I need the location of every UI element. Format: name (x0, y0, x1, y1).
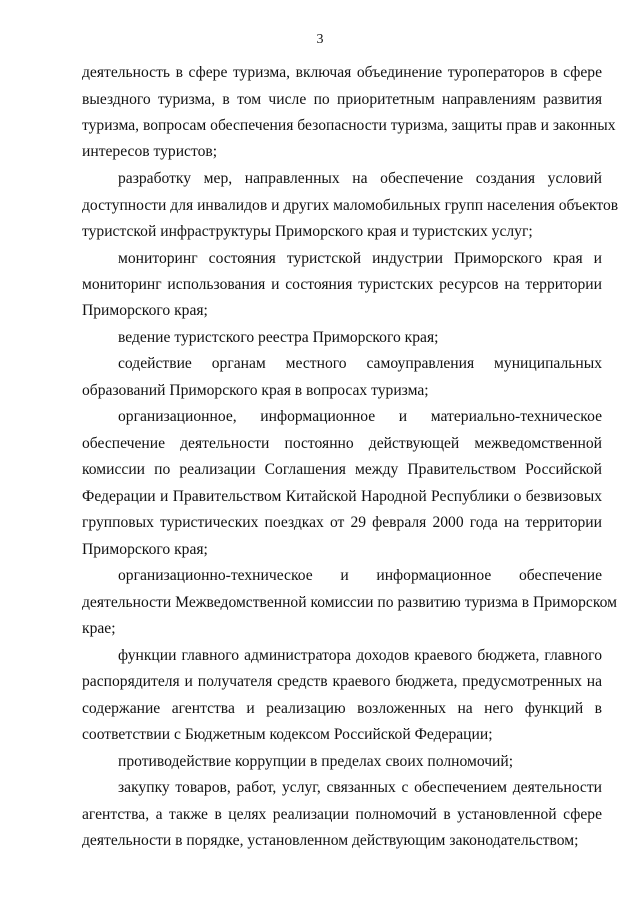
page-number: 3 (316, 32, 324, 47)
text-line: распорядителя и получателя средств краевого бюджета, предусмотренных на (82, 673, 602, 690)
text-line: обеспечение деятельности постоянно действующей межведомственной (82, 435, 602, 452)
text-line: содействие органам местного самоуправления муниципальных (118, 355, 602, 372)
text-line: организационно-техническое и информационное обеспечение (118, 567, 602, 584)
text-line: противодействие коррупции в пределах своих полномочий; (118, 753, 514, 770)
text-line: функции главного администратора доходов краевого бюджета, главного (118, 647, 602, 664)
text-line: соответствии с Бюджетным кодексом Российской Федерации; (82, 726, 493, 743)
text-line: агентства, а также в целях реализации полномочий в установленной сфере (82, 806, 602, 823)
text-line: крае; (82, 620, 116, 637)
text-line: доступности для инвалидов и других маломобильных групп населения объектов (82, 197, 619, 214)
text-line: организационное, информационное и материально-техническое (118, 408, 602, 425)
text-line: комиссии по реализации Соглашения между Правительством Российской (82, 461, 602, 478)
text-line: содержание агентства и реализацию возложенных на него функций в (82, 700, 602, 717)
text-line: Приморского края; (82, 302, 208, 319)
text-line: разработку мер, направленных на обеспечение создания условий (118, 170, 602, 187)
text-line: туризма, вопросам обеспечения безопасности туризма, защиты прав и законных (82, 117, 616, 134)
text-line: Приморского края; (82, 541, 208, 558)
text-line: деятельности Межведомственной комиссии по развитию туризма в Приморском (82, 594, 617, 611)
text-line: деятельности в порядке, установленном действующим законодательством; (82, 832, 579, 849)
text-line: выездного туризма, в том числе по приоритетным направлениям развития (82, 91, 602, 108)
text-line: Федерации и Правительством Китайской Народной Республики о безвизовых (82, 488, 602, 505)
text-line: мониторинг использования и состояния туристских ресурсов на территории (82, 276, 602, 293)
text-line: мониторинг состояния туристской индустрии Приморского края и (118, 250, 602, 267)
text-line: закупку товаров, работ, услуг, связанных с обеспечением деятельности (118, 779, 602, 796)
text-line: интересов туристов; (82, 143, 218, 160)
text-line: деятельность в сфере туризма, включая объединение туроператоров в сфере (82, 64, 602, 81)
text-line: групповых туристических поездках от 29 февраля 2000 года на территории (82, 514, 602, 531)
text-line: ведение туристского реестра Приморского края; (118, 329, 439, 346)
text-line: образований Приморского края в вопросах туризма; (82, 382, 429, 399)
text-line: туристской инфраструктуры Приморского края и туристских услуг; (82, 223, 533, 240)
